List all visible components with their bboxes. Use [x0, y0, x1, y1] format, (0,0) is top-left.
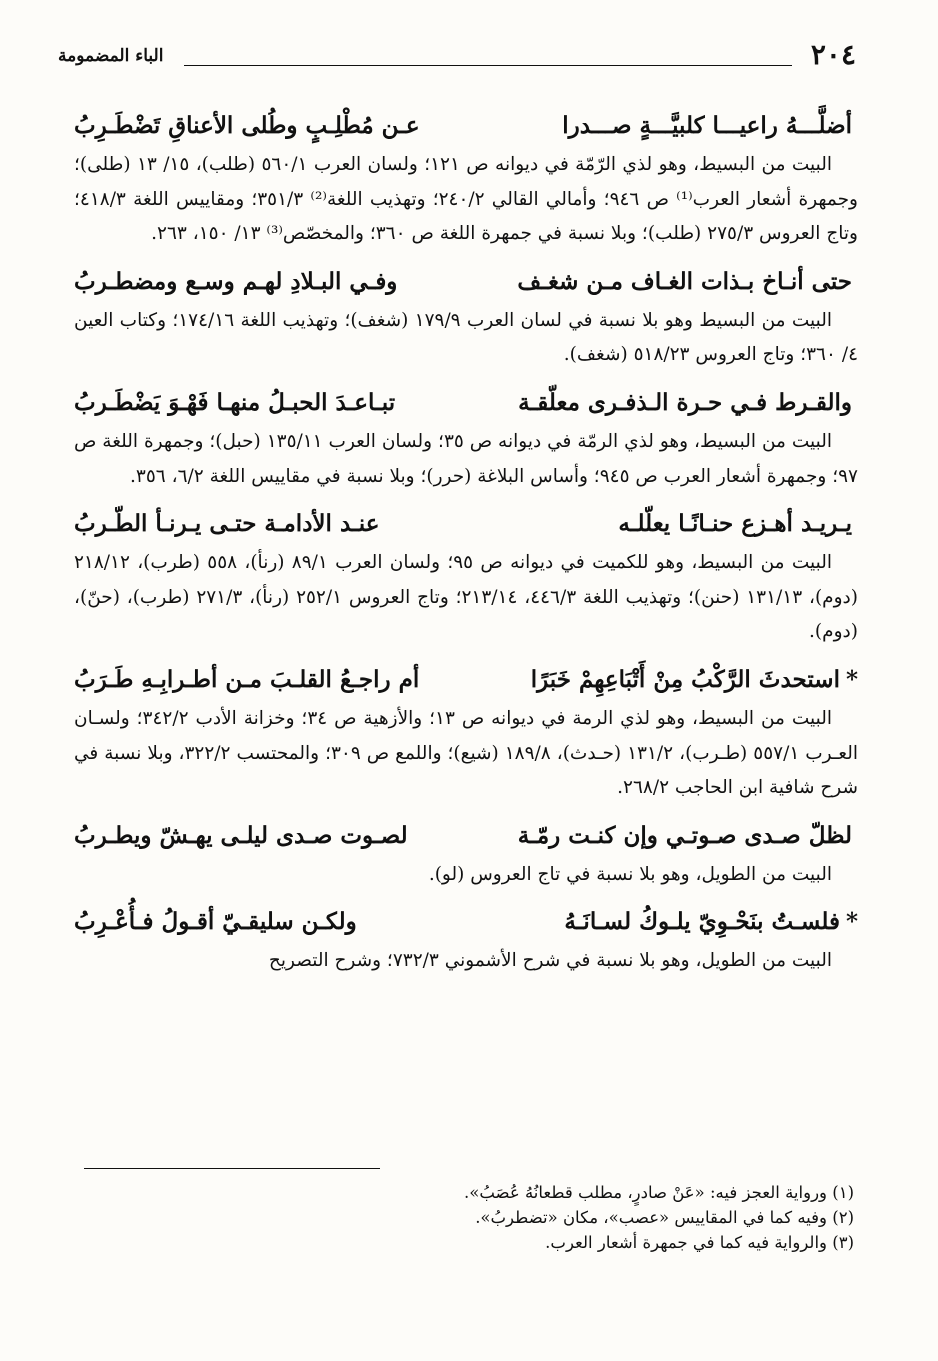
entry-7 — [74, 900, 858, 979]
verse-hemistich-first-text: استحدثَ الرَّكْبُ مِنْ أَتْبَاعِهِمْ خَبَرًا — [530, 665, 840, 693]
entry-2 — [74, 260, 858, 373]
verse-hemistich-second: لصـوت صـدى ليلـى يهـشّ ويطـربُ — [74, 821, 408, 849]
verse-hemistich-first — [562, 107, 858, 145]
footnotes — [74, 1180, 854, 1255]
footnote-separator — [84, 1168, 380, 1169]
verse-hemistich-first-text: يـريـد أهـزع حنـانًـا يعلّلـه — [618, 510, 852, 538]
verse-hemistich-second: عـن مُطْلِـبٍ وطُلى الأعناقِ تَضْطَـرِبُ — [74, 112, 420, 139]
verse-hemistich-second: أم راجـعُ القلـبَ مـن أطـرابِـهِ طَـرَبُ — [74, 665, 420, 693]
commentary: البيت من الطويل، وهو بلا نسبة في تاج العروس (لو). — [428, 863, 832, 885]
verse-line — [74, 814, 858, 858]
star-marker: * — [845, 908, 858, 936]
header-rule — [184, 65, 792, 66]
entry-4 — [74, 502, 858, 650]
page-header — [58, 34, 856, 74]
page-body — [74, 96, 858, 979]
footnote-2: (٢) وفيه كما في المقاييس «عصب»، مكان «تضطربُ». — [475, 1208, 854, 1227]
footnote-3: (٣) والرواية فيه كما في جمهرة أشعار العرب. — [545, 1233, 854, 1252]
running-title: الباء المضمومة — [58, 46, 164, 66]
verse-hemistich-first — [531, 661, 858, 699]
commentary: البيت من البسيط، وهو للكميت في ديوانه ص ٩٥؛ ولسان العرب ٨٩/١ (رنأ)، ٥٥٨ (طرب)، ٢١٨/١٢ (دوم)، ١٣١/١٣ (حنن)؛ وتهذيب اللغة ٤٤٦/٣، ٢١٣/١٤؛ وتاج العروس ٢٥٢/١ (رنأ)، ٢٧١/٣ (طرب)، (حنّ)، (دوم). — [74, 552, 859, 643]
page-number: ٢٠٤ — [810, 38, 856, 71]
commentary: البيت من البسيط، وهو لذي الرّمّة في ديوانه ص ١٢١؛ ولسان العرب ٥٦٠/١ (طلب)، ١٥/ ١٣ (طلى)؛ وجمهرة أشعار العرب⁽¹⁾ ص ٩٤٦؛ وأمالي القالي ٢٤٠/٢؛ وتهذيب اللغة⁽²⁾ ٣٥١/٣؛ ومقاييس اللغة ٤١٨/٣؛ وتاج العروس ٢٧٥/٣ (طلب)؛ وبلا نسبة في جمهرة اللغة ص ٣٦٠؛ والمخصّص⁽³⁾ ١٣/ ١٥٠، ٢٦٣. — [74, 154, 858, 245]
verse-hemistich-first — [517, 263, 858, 301]
commentary: البيت من البسيط، وهو لذي الرمّة في ديوانه ص ٣٥؛ ولسان العرب ١٣٥/١١ (حبل)؛ وجمهرة اللغة ص ٩٧؛ وجمهرة أشعار العرب ص ٩٤٥؛ وأساس البلاغة (حرر)؛ وبلا نسبة في مقاييس اللغة ٦/٢، ٣٥٦. — [74, 430, 858, 487]
verse-hemistich-first-text: فلسـتُ بنَحْـوِيّ يلـوكُ لسـانَـهُ — [564, 908, 840, 936]
entry-5 — [74, 658, 858, 806]
commentary: البيت من البسيط وهو بلا نسبة في لسان العرب ١٧٩/٩ (شغف)؛ وتهذيب اللغة ١٧٤/١٦؛ وكتاب العين ٤/ ٣٦٠؛ وتاج العروس ٥١٨/٢٣ (شغف). — [74, 309, 858, 366]
entry-1 — [74, 104, 858, 252]
verse-hemistich-second: عنـد الأدامـة حتـى يـرنـأ الطّـربُ — [74, 510, 380, 538]
verse-line — [74, 502, 858, 546]
verse-hemistich-second: تبـاعـدَ الحبـلُ منهـا فَهْـوَ يَضْطَـربُ — [74, 388, 396, 416]
footnote-1: (١) ورواية العجز فيه: «عَنْ صادرٍ، مطلب قطعانُهُ عُصَبُ». — [464, 1183, 854, 1202]
verse-hemistich-first-text: أضلَّـــهُ راعيـــا كلبيَّـــةٍ صـــدرا — [562, 112, 852, 139]
verse-line — [74, 104, 858, 148]
verse-hemistich-first — [518, 384, 858, 422]
verse-line — [74, 260, 858, 304]
verse-line — [74, 658, 858, 702]
verse-hemistich-first — [564, 903, 858, 941]
verse-hemistich-first-text: لظلّ صـدى صـوتـي وإن كنـت رمّـة — [517, 821, 852, 849]
verse-hemistich-second: وفـي البـلادِ لهـم وسـع ومضطـربُ — [74, 267, 398, 295]
verse-hemistich-second: ولكـن سليقـيّ أقـولُ فـأُعْـرِبُ — [74, 908, 357, 936]
verse-line — [74, 381, 858, 425]
commentary: البيت من البسيط، وهو لذي الرمة في ديوانه ص ١٣؛ والأزهية ص ٣٤؛ وخزانة الأدب ٣٤٢/٢؛ ولسـان العـرب ٥٥٧/١ (طـرب)، ١٣١/٢ (حـدث)، ١٨٩/٨ (شيع)؛ واللمع ص ٣٠٩؛ والمحتسب ٣٢٢/٢، وبلا نسبة في شرح شافية ابن الحاجب ٢٦٨/٢. — [74, 707, 859, 799]
entry-3 — [74, 381, 858, 494]
verse-line — [74, 900, 858, 944]
commentary: البيت من الطويل، وهو بلا نسبة في شرح الأشموني ٧٣٢/٣؛ وشرح التصريح — [268, 950, 832, 972]
verse-hemistich-first — [618, 505, 858, 543]
verse-hemistich-first-text: حتى أنـاخ بـذات الغـاف مـن شغـف — [517, 267, 852, 295]
verse-hemistich-first-text: والقـرط فـي حـرة الـذفـرى معلّقـة — [518, 388, 852, 416]
verse-hemistich-first — [518, 817, 858, 855]
entry-6 — [74, 814, 858, 893]
star-marker: * — [845, 665, 858, 693]
